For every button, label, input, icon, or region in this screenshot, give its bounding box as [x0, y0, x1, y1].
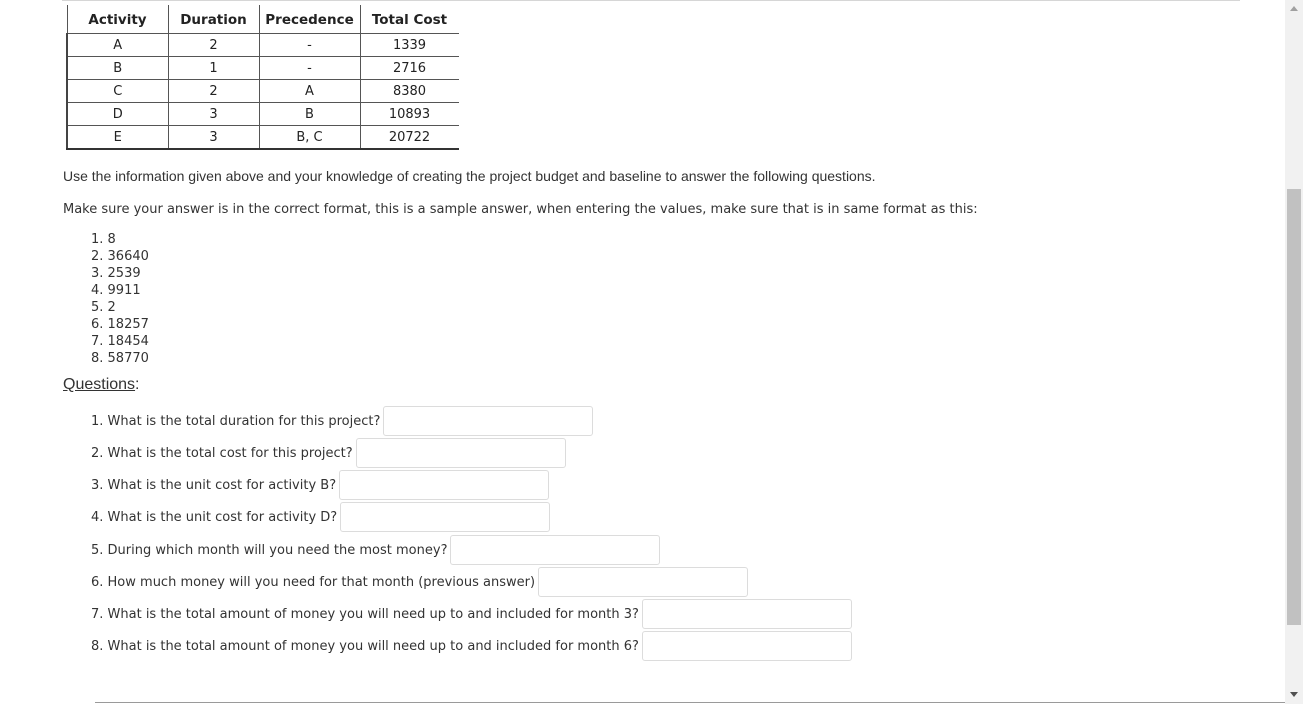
question-row-8 — [91, 630, 852, 662]
cell-activity: D — [67, 103, 168, 126]
arrow-up-icon — [1290, 6, 1298, 11]
activity-table — [66, 5, 459, 150]
cell-duration: 2 — [168, 80, 259, 103]
answer-input-1[interactable] — [383, 406, 593, 436]
cell-precedence: - — [259, 34, 360, 57]
cell-activity: A — [67, 34, 168, 57]
question-row-3 — [91, 469, 549, 501]
sample-answer-item: 5. 2 — [91, 300, 116, 315]
cell-activity: C — [67, 80, 168, 103]
question-label: 3. What is the unit cost for activity B? — [91, 477, 337, 493]
sample-answer-item: 6. 18257 — [91, 317, 149, 332]
table-row — [67, 80, 459, 103]
header-total-cost: Total Cost — [360, 5, 459, 34]
question-row-5 — [91, 534, 660, 566]
instructions-format: Make sure your answer is in the correct format, this is a sample answer, when entering the values, make sure that is in same format as this: — [63, 202, 978, 217]
question-label: 5. During which month will you need the most money? — [91, 542, 448, 558]
header-precedence: Precedence — [259, 5, 360, 34]
cell-precedence: B — [259, 103, 360, 126]
scroll-down-button[interactable] — [1286, 688, 1302, 700]
question-row-7 — [91, 598, 852, 630]
cell-activity: E — [67, 126, 168, 150]
cell-duration: 2 — [168, 34, 259, 57]
cell-duration: 3 — [168, 103, 259, 126]
sample-answer-item: 3. 2539 — [91, 266, 141, 281]
bottom-divider — [95, 702, 1285, 703]
question-row-6 — [91, 566, 748, 598]
question-label: 1. What is the total duration for this project? — [91, 413, 381, 429]
question-label: 2. What is the total cost for this project? — [91, 445, 353, 461]
cell-duration: 1 — [168, 57, 259, 80]
table-row — [67, 34, 459, 57]
questions-heading-label: Questions — [63, 376, 136, 393]
answer-input-7[interactable] — [642, 599, 852, 629]
cell-duration: 3 — [168, 126, 259, 150]
cell-total-cost: 20722 — [360, 126, 459, 150]
answer-input-4[interactable] — [340, 502, 550, 532]
answer-input-5[interactable] — [450, 535, 660, 565]
cell-precedence: - — [259, 57, 360, 80]
top-divider — [62, 0, 1240, 1]
cell-total-cost: 2716 — [360, 57, 459, 80]
question-label: 7. What is the total amount of money you will need up to and included for month 3? — [91, 606, 639, 622]
sample-answer-item: 8. 58770 — [91, 351, 149, 366]
answer-input-8[interactable] — [642, 631, 852, 661]
table-header-row — [67, 5, 459, 34]
question-row-4 — [91, 501, 550, 533]
sample-answer-item: 1. 8 — [91, 232, 116, 247]
questions-heading — [63, 376, 140, 394]
cell-activity: B — [67, 57, 168, 80]
answer-input-2[interactable] — [356, 438, 566, 468]
sample-answer-item: 2. 36640 — [91, 249, 149, 264]
table-row — [67, 103, 459, 126]
question-row-2 — [91, 437, 566, 469]
questions-heading-colon: : — [135, 376, 140, 393]
table-row — [67, 126, 459, 150]
sample-answer-item: 7. 18454 — [91, 334, 149, 349]
header-duration: Duration — [168, 5, 259, 34]
answer-input-6[interactable] — [538, 567, 748, 597]
question-label: 4. What is the unit cost for activity D? — [91, 509, 338, 525]
table-row — [67, 57, 459, 80]
arrow-down-icon — [1290, 692, 1298, 697]
cell-total-cost: 1339 — [360, 34, 459, 57]
answer-input-3[interactable] — [339, 470, 549, 500]
scrollbar-thumb[interactable] — [1287, 189, 1301, 625]
question-label: 6. How much money will you need for that month (previous answer) — [91, 574, 536, 590]
question-row-1 — [91, 405, 593, 437]
sample-answer-list — [91, 231, 149, 367]
question-label: 8. What is the total amount of money you will need up to and included for month 6? — [91, 638, 639, 654]
cell-total-cost: 10893 — [360, 103, 459, 126]
header-activity: Activity — [67, 5, 168, 34]
cell-precedence: B, C — [259, 126, 360, 150]
scroll-up-button[interactable] — [1286, 2, 1302, 14]
cell-total-cost: 8380 — [360, 80, 459, 103]
sample-answer-item: 4. 9911 — [91, 283, 141, 298]
instructions-info: Use the information given above and your knowledge of creating the project budget and baseline to answer the following questions. — [63, 168, 876, 184]
cell-precedence: A — [259, 80, 360, 103]
